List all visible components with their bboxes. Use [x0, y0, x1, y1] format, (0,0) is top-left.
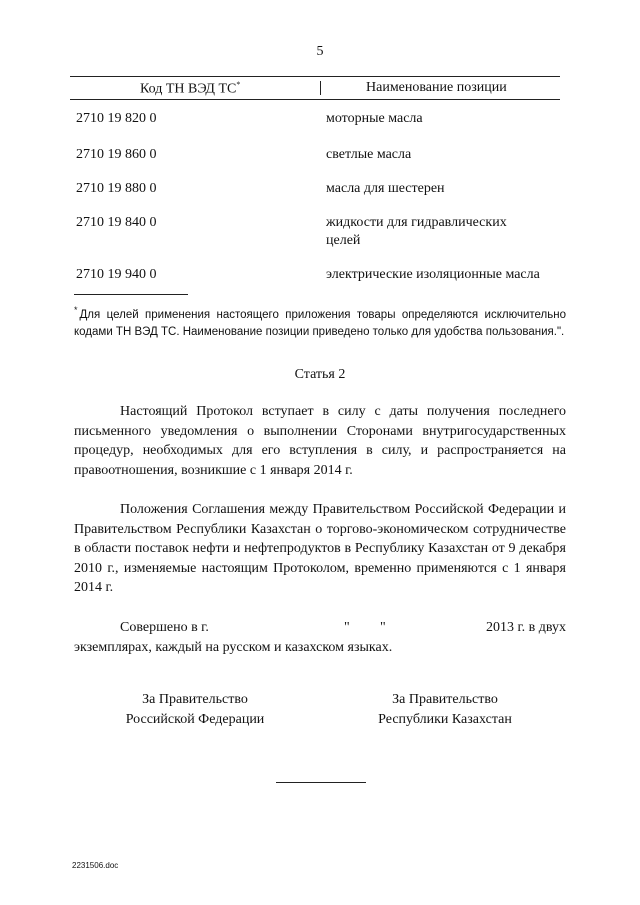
signed-place: Совершено в г.: [120, 620, 209, 635]
row-code: 2710 19 820 0: [76, 111, 157, 126]
header-code-mark: *: [236, 80, 241, 89]
row-name: масла для шестерен: [326, 181, 445, 196]
header-divider: [320, 81, 321, 95]
signed-quote-close: ": [380, 620, 386, 635]
signature-kazakhstan: [350, 690, 540, 730]
signature-kazakhstan-line2: Республики Казахстан: [378, 712, 512, 727]
signature-russia-line2: Российской Федерации: [125, 712, 265, 727]
closing-rule: [276, 782, 366, 783]
article-title: Статья 2: [294, 367, 346, 382]
signature-russia-line1: За Правительство: [142, 692, 248, 707]
footnote-rule: [74, 294, 188, 295]
paragraph-provisional-application: Положения Соглашения между Правительством Российской Федерации и Правительством Республики Казахстан о торгово-экономическом сотрудничестве в области поставок нефти и нефтепродуктов в Республику Казахстан от 9 декабря 2010 г., изменяемые настоящим Протоколом, временно применяются с 1 января 2014 г.: [74, 502, 566, 595]
row-code: 2710 19 860 0: [76, 147, 157, 162]
signed-copies: экземплярах, каждый на русском и казахском языках.: [74, 640, 393, 655]
row-name: моторные масла: [326, 111, 423, 126]
paragraph-entry-into-force: Настоящий Протокол вступает в силу с даты получения последнего письменного уведомления о выполнении Сторонами внутригосударственных процедур, необходимых для его вступления в силу, и распространяется на правоотношения, возникшие с 1 января 2014 г.: [74, 404, 566, 478]
footnote-mark: *: [74, 305, 78, 315]
signed-year: 2013 г. в двух: [485, 620, 566, 635]
signature-kazakhstan-line1: За Правительство: [392, 692, 498, 707]
header-code: [140, 80, 240, 98]
row-name: электрические изоляционные масла: [326, 267, 540, 282]
signature-russia: [100, 690, 290, 730]
row-code: 2710 19 840 0: [76, 215, 157, 230]
header-code-label: Код ТН ВЭД ТС: [140, 81, 237, 97]
document-id: 2231506.doc: [72, 861, 119, 870]
row-name: светлые масла: [326, 147, 412, 162]
row-code: 2710 19 880 0: [76, 181, 157, 196]
signed-clause: [74, 618, 566, 658]
codes-table: [70, 76, 560, 282]
header-name: Наименование позиции: [366, 80, 507, 95]
signed-quote-open: ": [344, 620, 350, 635]
footnote: [74, 302, 566, 341]
row-code: 2710 19 940 0: [76, 267, 157, 282]
row-name: жидкости для гидравлических целей: [326, 215, 507, 248]
table-header: [70, 76, 560, 100]
page-number: 5: [316, 44, 324, 59]
footnote-text: Для целей применения настоящего приложения товары определяются исключительно кодами ТН ВЭД ТС. Наименование позиции приведено только для удобства пользования.".: [74, 308, 566, 338]
